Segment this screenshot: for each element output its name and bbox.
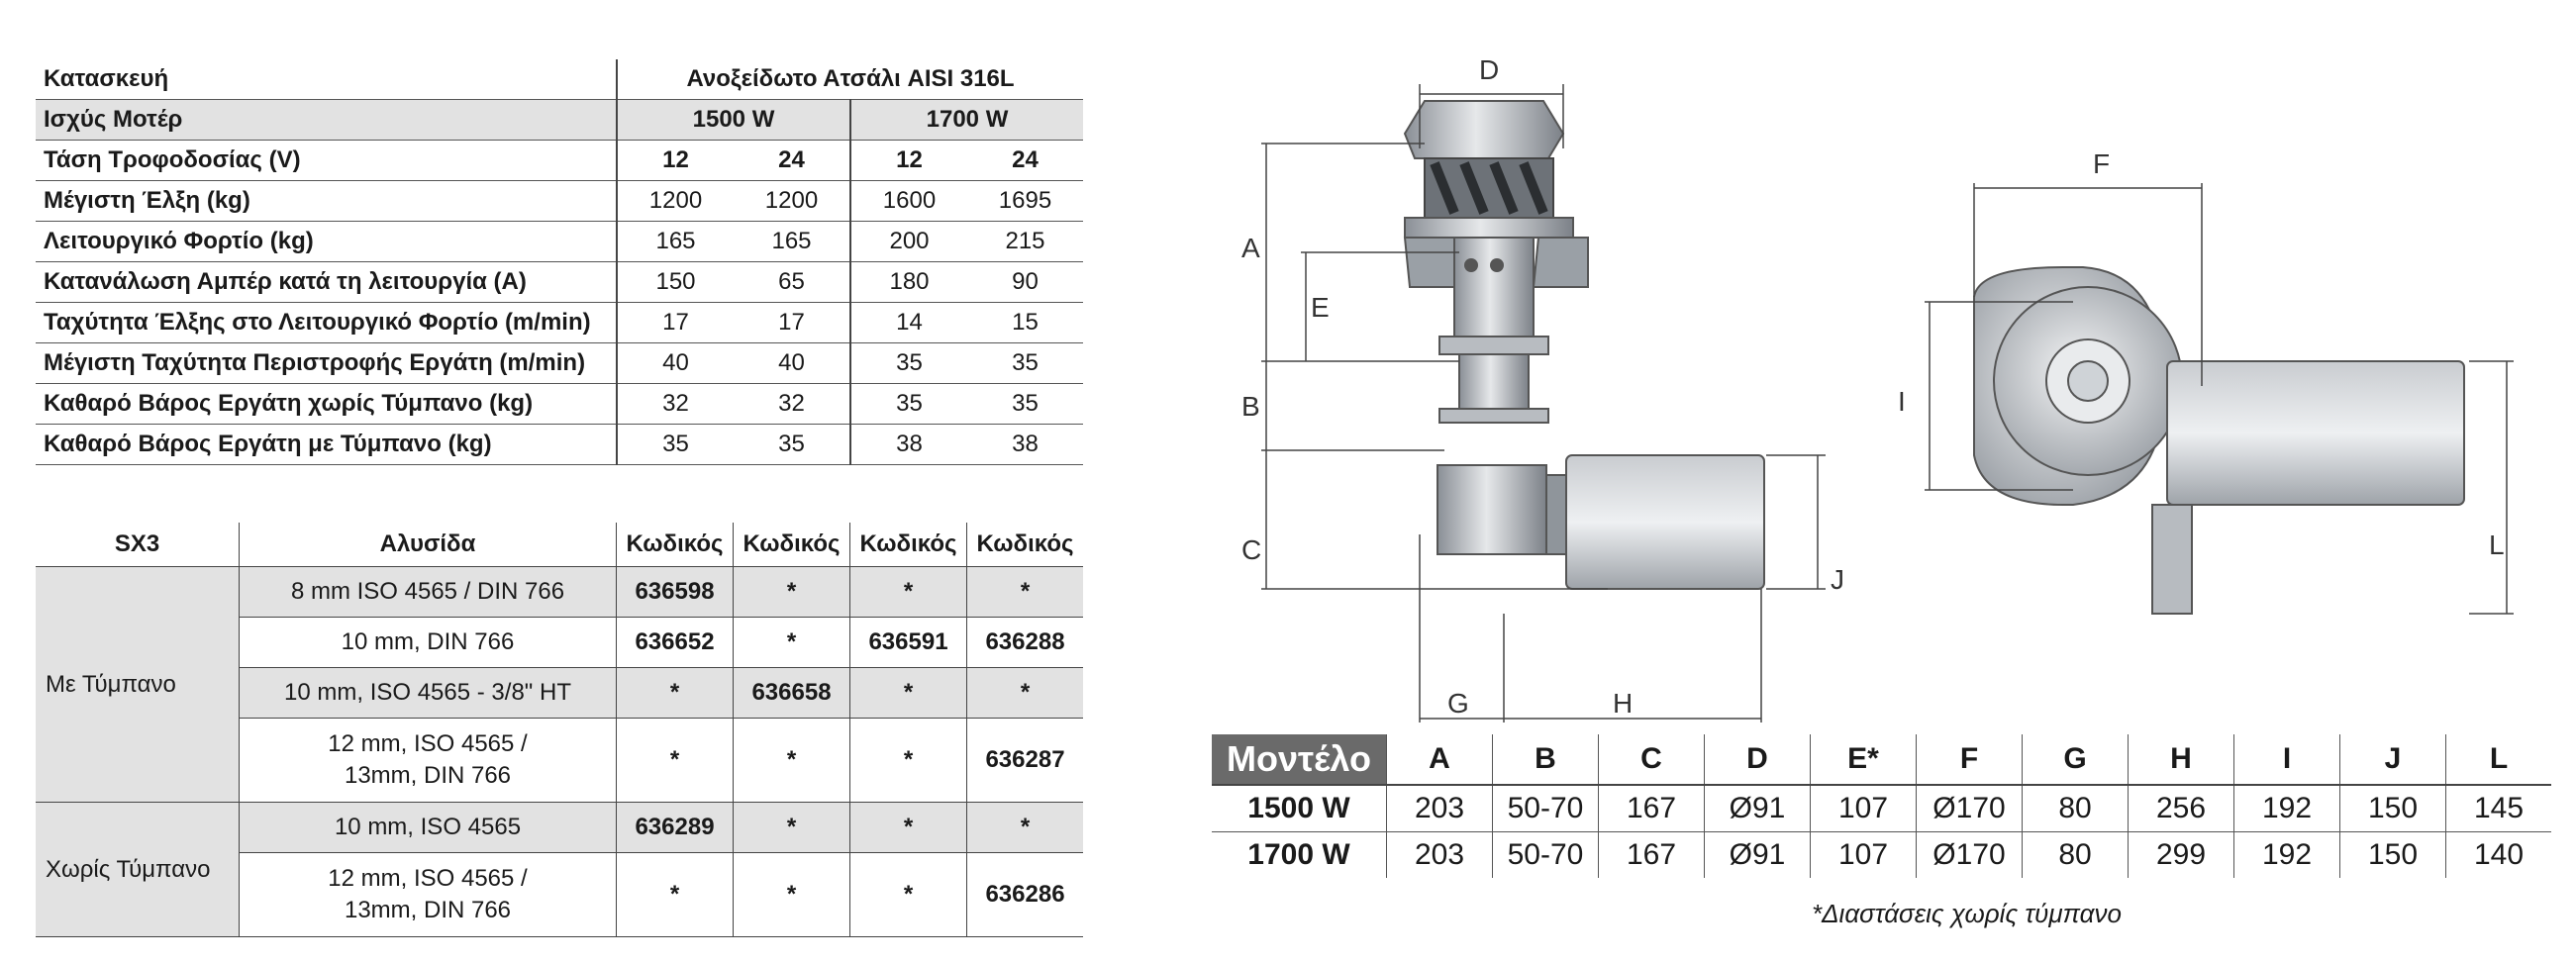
dim-cell: Ø91	[1705, 785, 1811, 832]
chain-cell: 10 mm, ISO 4565 - 3/8" HT	[240, 668, 617, 719]
code-cell: *	[617, 668, 734, 719]
deck-plate-top	[1439, 337, 1548, 354]
dim-cell: 80	[2023, 832, 2129, 879]
deck-plate-bottom	[1439, 409, 1548, 423]
dim-header: F	[1917, 734, 2023, 785]
spec-cell: 90	[967, 262, 1083, 303]
code-cell: *	[734, 719, 850, 803]
spec-row-power	[36, 100, 1083, 141]
model-header: Μοντέλο	[1212, 734, 1387, 785]
motor	[1566, 455, 1764, 589]
spec-material: Ανοξείδωτο Ατσάλι AISI 316L	[617, 59, 1083, 100]
dim-cell: 256	[2129, 785, 2234, 832]
header-sx3: SX3	[36, 523, 240, 567]
spec-label: Ισχύς Μοτέρ	[36, 100, 617, 141]
spec-label: Μέγιστη Ταχύτητα Περιστροφής Εργάτη (m/min)	[36, 343, 617, 384]
spec-cell: 40	[734, 343, 850, 384]
codes-table	[36, 523, 1083, 937]
dims-row-1500	[1212, 785, 2551, 832]
dim-cell: 145	[2446, 785, 2552, 832]
spec-row	[36, 343, 1083, 384]
gypsy-top	[1405, 101, 1563, 158]
code-cell: 636591	[850, 618, 967, 668]
spec-cell: 24	[967, 141, 1083, 181]
dim-cell: 167	[1599, 785, 1705, 832]
dim-cell: 192	[2234, 832, 2340, 879]
dim-cell: 140	[2446, 832, 2552, 879]
dim-cell: 299	[2129, 832, 2234, 879]
spec-cell: 35	[734, 425, 850, 465]
spec-cell: 200	[850, 222, 967, 262]
spec-cell: 15	[967, 303, 1083, 343]
spec-cell: 165	[617, 222, 734, 262]
code-cell: 636289	[617, 803, 734, 853]
header-code: Κωδικός	[734, 523, 850, 567]
code-cell: *	[850, 668, 967, 719]
spec-label: Κατανάλωση Αμπέρ κατά τη λειτουργία (A)	[36, 262, 617, 303]
code-cell: *	[850, 853, 967, 937]
dim-header: C	[1599, 734, 1705, 785]
shaft-housing	[1454, 238, 1534, 337]
spec-table	[36, 59, 1083, 465]
code-cell: 636598	[617, 567, 734, 618]
flange	[1546, 475, 1566, 554]
spec-cell: 35	[617, 425, 734, 465]
spec-cell: 1695	[967, 181, 1083, 222]
dim-cell: Ø91	[1705, 832, 1811, 879]
label-d: D	[1479, 54, 1500, 85]
column	[1459, 354, 1529, 409]
codes-row	[36, 567, 1083, 618]
code-cell: 636287	[967, 719, 1084, 803]
spec-cell: 40	[617, 343, 734, 384]
spec-cell: 65	[734, 262, 850, 303]
code-cell: *	[617, 719, 734, 803]
chain-line: 12 mm, ISO 4565 /	[328, 865, 528, 892]
code-cell: 636286	[967, 853, 1084, 937]
dim-cell: 203	[1387, 785, 1493, 832]
code-cell: *	[967, 567, 1084, 618]
dim-cell: 167	[1599, 832, 1705, 879]
bolt-icon	[1464, 258, 1478, 272]
dim-cell: 150	[2340, 785, 2446, 832]
spec-label: Καθαρό Βάρος Εργάτη με Τύμπανο (kg)	[36, 425, 617, 465]
dimensions-table	[1212, 734, 2551, 878]
label-j: J	[1831, 564, 1844, 595]
dim-header: D	[1705, 734, 1811, 785]
spec-label: Μέγιστη Έλξη (kg)	[36, 181, 617, 222]
technical-drawing	[1212, 40, 2538, 732]
spec-power-1700: 1700 W	[850, 100, 1083, 141]
dim-header: J	[2340, 734, 2446, 785]
code-cell: *	[617, 853, 734, 937]
dims-row-1700	[1212, 832, 2551, 879]
chain-line: 13mm, DIN 766	[344, 762, 512, 789]
front-motor	[2167, 361, 2464, 505]
chain-line: 13mm, DIN 766	[344, 897, 512, 923]
spec-cell: 1200	[734, 181, 850, 222]
spec-row	[36, 384, 1083, 425]
spec-row	[36, 262, 1083, 303]
spec-label: Κατασκευή	[36, 59, 617, 100]
dim-cell: Ø170	[1917, 832, 2023, 879]
spec-cell: 215	[967, 222, 1083, 262]
code-cell: *	[967, 668, 1084, 719]
code-cell: 636288	[967, 618, 1084, 668]
spec-cell: 35	[850, 343, 967, 384]
spec-cell: 165	[734, 222, 850, 262]
codes-header	[36, 523, 1083, 567]
label-b: B	[1241, 391, 1260, 422]
chain-cell: 8 mm ISO 4565 / DIN 766	[240, 567, 617, 618]
code-cell: 636652	[617, 618, 734, 668]
dim-header: G	[2023, 734, 2129, 785]
dim-cell: 50-70	[1493, 832, 1599, 879]
label-e: E	[1311, 292, 1330, 323]
bolt-icon	[1490, 258, 1504, 272]
spec-cell: 38	[850, 425, 967, 465]
label-c: C	[1241, 534, 1262, 565]
header-code: Κωδικός	[617, 523, 734, 567]
spec-cell: 24	[734, 141, 850, 181]
dim-header: B	[1493, 734, 1599, 785]
spec-row	[36, 425, 1083, 465]
dim-cell: 203	[1387, 832, 1493, 879]
model-cell: 1500 W	[1212, 785, 1387, 832]
code-cell: *	[734, 567, 850, 618]
dim-cell: 107	[1811, 785, 1917, 832]
spec-label: Τάση Τροφοδοσίας (V)	[36, 141, 617, 181]
chain-cell	[240, 853, 617, 937]
codes-row	[36, 803, 1083, 853]
spec-cell: 12	[617, 141, 734, 181]
dim-header: E*	[1811, 734, 1917, 785]
chain-cell: 10 mm, ISO 4565	[240, 803, 617, 853]
dim-header: A	[1387, 734, 1493, 785]
dim-header: H	[2129, 734, 2234, 785]
spec-cell: 38	[967, 425, 1083, 465]
header-code: Κωδικός	[850, 523, 967, 567]
spec-cell: 1200	[617, 181, 734, 222]
label-l: L	[2489, 530, 2505, 560]
spec-label: Καθαρό Βάρος Εργάτη χωρίς Τύμπανο (kg)	[36, 384, 617, 425]
footnote: *Διαστάσεις χωρίς τύμπανο	[1812, 899, 2122, 928]
label-h: H	[1613, 688, 1634, 719]
chain-cell: 10 mm, DIN 766	[240, 618, 617, 668]
dim-cell: 192	[2234, 785, 2340, 832]
label-g: G	[1447, 688, 1469, 719]
spec-cell: 14	[850, 303, 967, 343]
dim-header: I	[2234, 734, 2340, 785]
dims-header	[1212, 734, 2551, 785]
dim-cell: Ø170	[1917, 785, 2023, 832]
front-bracket	[2152, 505, 2192, 614]
spec-power-1500: 1500 W	[617, 100, 850, 141]
code-cell: *	[967, 803, 1084, 853]
group-without-drum: Χωρίς Τύμπανο	[36, 803, 240, 937]
chain-cell	[240, 719, 617, 803]
spec-cell: 12	[850, 141, 967, 181]
group-with-drum: Με Τύμπανο	[36, 567, 240, 803]
spec-row-construction	[36, 59, 1083, 100]
code-cell: 636658	[734, 668, 850, 719]
code-cell: *	[734, 803, 850, 853]
dim-cell: 80	[2023, 785, 2129, 832]
windlass-side-view	[1405, 101, 1764, 589]
spec-row	[36, 181, 1083, 222]
windlass-front-view	[1974, 267, 2464, 614]
dim-cell: 107	[1811, 832, 1917, 879]
code-cell: *	[850, 803, 967, 853]
spec-label: Λειτουργικό Φορτίο (kg)	[36, 222, 617, 262]
code-cell: *	[850, 719, 967, 803]
label-f: F	[2093, 148, 2111, 179]
code-cell: *	[734, 618, 850, 668]
spec-cell: 35	[850, 384, 967, 425]
header-chain: Αλυσίδα	[240, 523, 617, 567]
gearbox	[1437, 465, 1546, 554]
label-i: I	[1898, 386, 1906, 417]
model-cell: 1700 W	[1247, 838, 1350, 871]
spec-cell: 17	[617, 303, 734, 343]
dim-cell: 150	[2340, 832, 2446, 879]
code-cell: *	[734, 853, 850, 937]
chain-line: 12 mm, ISO 4565 /	[328, 730, 528, 757]
spec-label: Ταχύτητα Έλξης στο Λειτουργικό Φορτίο (m/min)	[36, 303, 617, 343]
spec-cell: 32	[734, 384, 850, 425]
spec-cell: 180	[850, 262, 967, 303]
spec-row-voltage	[36, 141, 1083, 181]
gypsy-base	[1405, 218, 1573, 238]
spec-cell: 17	[734, 303, 850, 343]
spec-cell: 35	[967, 343, 1083, 384]
spec-cell: 35	[967, 384, 1083, 425]
spec-cell: 32	[617, 384, 734, 425]
spec-row	[36, 303, 1083, 343]
spec-cell: 150	[617, 262, 734, 303]
spec-cell: 1600	[850, 181, 967, 222]
dim-header: L	[2446, 734, 2552, 785]
spec-row	[36, 222, 1083, 262]
dim-cell: 50-70	[1493, 785, 1599, 832]
front-hub-nut	[2068, 361, 2108, 401]
header-code: Κωδικός	[967, 523, 1084, 567]
code-cell: *	[850, 567, 967, 618]
label-a: A	[1241, 233, 1260, 263]
